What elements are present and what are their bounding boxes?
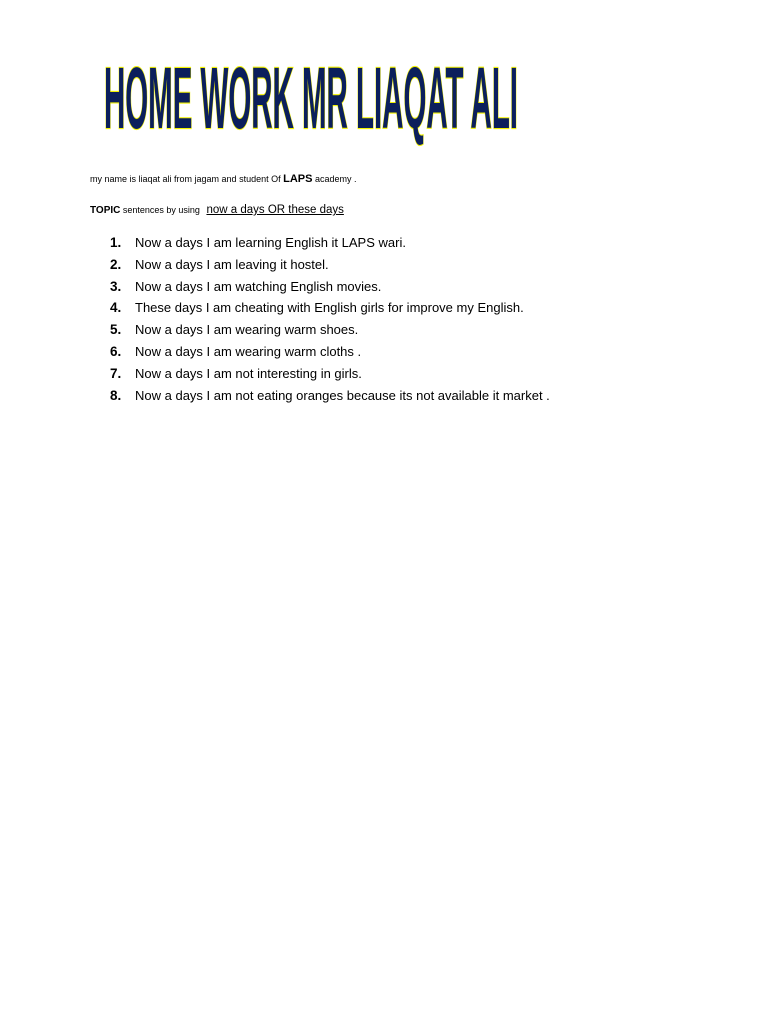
list-item	[110, 385, 550, 407]
topic-line	[90, 203, 344, 218]
item-number: 2.	[110, 256, 122, 272]
list-item	[110, 363, 550, 385]
list-item	[110, 254, 550, 276]
sentence-list	[110, 232, 550, 406]
list-item	[110, 319, 550, 341]
list-item	[110, 232, 550, 254]
topic-label: TOPIC	[90, 205, 121, 216]
intro-laps: LAPS	[283, 173, 313, 185]
item-text: These days I am cheating with English girls for improve my English.	[135, 300, 524, 316]
list-item	[110, 341, 550, 363]
item-number: 5.	[110, 322, 122, 338]
list-item	[110, 297, 550, 319]
page-title: HOME WORK MR LIAQAT ALI	[104, 50, 518, 148]
wordart-title	[100, 44, 524, 156]
intro-line	[90, 172, 356, 186]
intro-text-before: my name is liaqat ali from jagam and student Of	[90, 174, 284, 184]
item-number: 3.	[110, 278, 122, 294]
item-text: Now a days I am wearing warm shoes.	[135, 322, 359, 338]
item-text: Now a days I am watching English movies.	[135, 278, 382, 294]
item-text: Now a days I am leaving it hostel.	[135, 256, 329, 272]
item-number: 6.	[110, 343, 122, 359]
item-number: 1.	[110, 235, 122, 250]
item-text: Now a days I am not eating oranges because its not available it market .	[135, 387, 550, 403]
item-number: 4.	[110, 300, 122, 316]
item-text: Now a days I am not interesting in girls.	[135, 365, 362, 381]
intro-text-after: academy .	[312, 174, 357, 184]
topic-phrase: now a days OR these days	[206, 204, 344, 216]
item-number: 8.	[110, 387, 122, 403]
item-text: Now a days I am learning English it LAPS wari.	[135, 235, 406, 250]
list-item	[110, 276, 550, 298]
item-number: 7.	[110, 365, 122, 381]
item-text: Now a days I am wearing warm cloths .	[135, 343, 362, 359]
topic-middle: sentences by using	[120, 205, 203, 215]
